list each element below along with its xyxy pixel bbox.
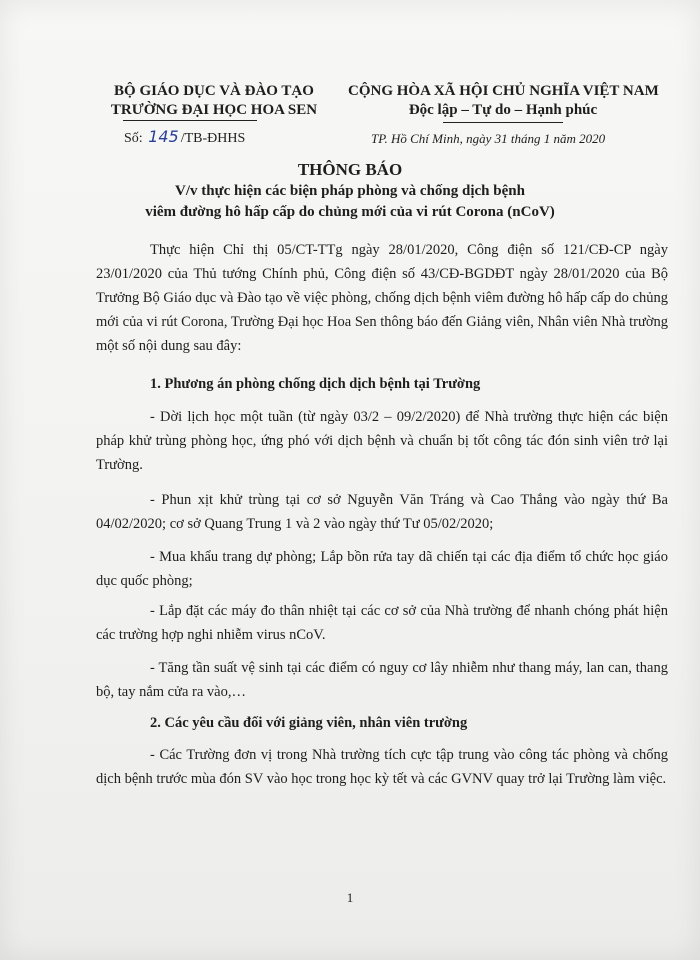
motto-underline (443, 122, 563, 123)
section-2 (96, 711, 668, 735)
document-title: THÔNG BÁO (297, 160, 403, 179)
intro-paragraph (96, 238, 668, 358)
page-number: 1 (346, 890, 354, 905)
university-name-text: TRƯỜNG ĐẠI HỌC HOA SEN (110, 102, 318, 118)
section-2-item-text: - Các Trường đơn vị trong Nhà trường tích cực tập trung vào công tác phòng và chống dịch bệnh trước mùa đón SV vào học trong học kỳ tết và các GVNV quay trở lại Trường làm việc. (96, 747, 668, 787)
issue-date: TP. Hồ Chí Minh, ngày 31 tháng 1 năm 2020 (371, 131, 606, 146)
university-name (96, 101, 332, 120)
national-motto: Độc lập – Tự do – Hạnh phúc (408, 102, 598, 118)
section-1-item-text: - Mua khẩu trang dự phòng; Lắp bồn rửa tay dã chiến tại các địa điểm tổ chức học giáo dục quốc phòng; (96, 549, 668, 589)
reference-prefix: Số: (124, 131, 143, 146)
section-1-item-text: - Phun xịt khử trùng tại cơ sở Nguyễn Văn Tráng và Cao Thắng vào ngày thứ Ba 04/02/2020; cơ sở Quang Trung 1 và 2 vào ngày thứ Tư 05/02/2020; (96, 492, 668, 532)
reference-number: 145 (148, 127, 179, 146)
section-1-item-text: - Lắp đặt các máy đo thân nhiệt tại các cơ sở của Nhà trường để nhanh chóng phát hiện các trường hợp nghi nhiễm virus nCoV. (96, 603, 668, 643)
national-motto-block (348, 82, 658, 123)
section-1-item (96, 488, 668, 536)
issuer-block (96, 82, 332, 120)
section-1-item (96, 405, 668, 477)
section-1-heading: 1. Phương án phòng chống dịch dịch bệnh tại Trường (150, 376, 481, 392)
document-reference (124, 127, 245, 147)
document-subject-line-2: viêm đường hô hấp cấp do chủng mới của vi rút Corona (nCoV) (145, 204, 555, 220)
intro-text: Thực hiện Chỉ thị 05/CT-TTg ngày 28/01/2020, Công điện số 121/CĐ-CP ngày 23/01/2020 của Thủ tướng Chính phủ, Công điện số 43/CĐ-BGDĐT ngày 28/01/2020 của Bộ Trưởng Bộ Giáo dục và Đào tạo về việc phòng, chống dịch bệnh viêm đường hô hấp cấp do chủng mới của vi rút Corona, Trường Đại học Hoa Sen thông báo đến Giảng viên, Nhân viên Nhà trường một số nội dung sau đây: (96, 242, 668, 354)
document-subject-line-1: V/v thực hiện các biện pháp phòng và chống dịch bệnh (175, 183, 525, 199)
section-1-item-text: - Dời lịch học một tuần (từ ngày 03/2 – 09/2/2020) để Nhà trường thực hiện các biện pháp khử trùng phòng học, ứng phó với dịch bệnh và chuẩn bị tốt công tác đón sinh viên trở lại Trường. (96, 409, 668, 473)
section-2-item (96, 743, 668, 791)
reference-suffix: /TB-ĐHHS (180, 131, 246, 146)
country-name: CỘNG HÒA XÃ HỘI CHỦ NGHĨA VIỆT NAM (348, 83, 659, 99)
section-1 (96, 372, 668, 396)
section-1-item-text: - Tăng tần suất vệ sinh tại các điểm có nguy cơ lây nhiễm như thang máy, lan can, thang bộ, tay nắm cửa ra vào,… (96, 660, 668, 700)
ministry-name: BỘ GIÁO DỤC VÀ ĐÀO TẠO (114, 83, 314, 99)
faint-bleed-through (230, 808, 460, 868)
section-1-item (96, 545, 668, 593)
section-1-item (96, 599, 668, 647)
section-2-heading: 2. Các yêu cầu đối với giảng viên, nhân viên trường (150, 715, 468, 731)
section-1-item (96, 656, 668, 704)
